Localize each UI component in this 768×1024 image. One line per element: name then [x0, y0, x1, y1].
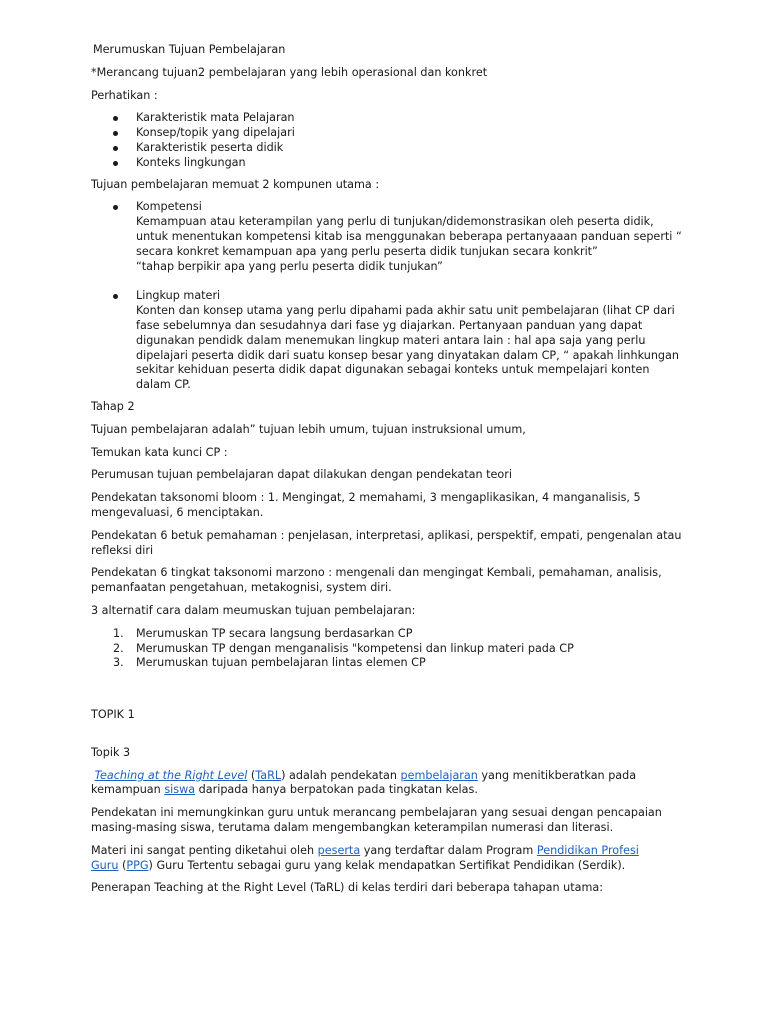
blank-space [91, 678, 691, 708]
component-line: “tahap berpikir apa yang perlu peserta didik tunjukan” [136, 259, 443, 273]
blank-line [136, 274, 691, 289]
pembelajaran-link[interactable]: pembelajaran [400, 768, 478, 782]
paragraph-line [91, 859, 691, 874]
paragraph-line: Pendekatan 6 betuk pemahaman : penjelasan, interpretasi, aplikasi, perspektif, empati, pengenalan atau [91, 528, 682, 542]
topik1-heading: TOPIK 1 [91, 708, 135, 722]
list-item [91, 627, 691, 642]
perhatikan-label: Perhatikan : [91, 88, 158, 102]
component-line: dalam CP. [136, 378, 191, 392]
component-line: Kemampuan atau keterampilan yang perlu di tunjukan/didemonstrasikan oleh peserta didik, [136, 215, 654, 229]
doc-title: Merumuskan Tujuan Pembelajaran [93, 43, 286, 56]
penerapan-text: Penerapan Teaching at the Right Level (TaRL) di kelas terdiri dari beberapa tahapan utama: [91, 881, 604, 895]
text-run: yang menitikberatkan pada [477, 768, 637, 782]
text-run: yang terdaftar dalam Program [360, 843, 537, 857]
paragraph-line [91, 783, 691, 798]
list-item [91, 656, 691, 671]
list-number: 3. [113, 656, 124, 670]
temukan-text: Temukan kata kunci CP : [91, 445, 228, 459]
approach-paragraph [91, 806, 691, 836]
component-line: sekitar kehiduan peserta didik dapat digunakan sebagai konteks untuk mempelajari konten [136, 363, 650, 377]
alternatif-list [91, 627, 691, 671]
component-line: digunakan pendidk dalam menemukan lingkup materi antara lain : hal apa saja yang perlu [136, 333, 646, 347]
perumusan-text: Perumusan tujuan pembelajaran dapat dilakukan dengan pendekatan teori [91, 468, 512, 482]
tp-definition: Tujuan pembelajaran adalah” tujuan lebih umum, tujuan instruksional umum, [91, 422, 526, 436]
component-heading: Kompetensi [136, 200, 202, 214]
text-run: daripada hanya berpatokan pada tingkatan kelas. [195, 783, 478, 797]
list-number: 1. [113, 626, 124, 640]
tahap2-heading: Tahap 2 [91, 399, 135, 413]
list-item: Konsep/topik yang dipelajari [91, 126, 691, 141]
component-lingkup-materi [91, 289, 691, 393]
materi-paragraph [91, 844, 691, 874]
ppg-full-link-cont[interactable]: Guru [91, 858, 119, 872]
list-text: Merumuskan TP dengan menganalisis "kompetensi dan linkup materi pada CP [136, 641, 574, 655]
paragraph-line [91, 769, 691, 784]
intro-text: *Merancang tujuan2 pembelajaran yang lebih operasional dan konkret [91, 65, 488, 79]
component-line: Konten dan konsep utama yang perlu dipahami pada akhir satu unit pembelajaran (lihat CP dari [136, 304, 675, 318]
components-intro: Tujuan pembelajaran memuat 2 kompunen utama : [91, 177, 380, 191]
blank-space [91, 731, 691, 746]
list-item: Karakteristik peserta didik [91, 141, 691, 156]
component-line: secara konkret kemampuan apa yang perlu peserta didik tunjukan secara konkrit” [136, 244, 598, 258]
bloom-paragraph [91, 491, 691, 521]
list-item [91, 642, 691, 657]
tarl-link[interactable]: TaRL [255, 768, 282, 782]
ppg-link[interactable]: PPG [126, 858, 149, 872]
text-run: ( [118, 858, 127, 872]
tarl-paragraph [91, 769, 691, 799]
text-run: ( [247, 768, 256, 782]
text-run: ) Guru Tertentu sebagai guru yang kelak mendapatkan Sertifikat Pendidikan (Serdik). [148, 858, 626, 872]
list-number: 2. [113, 641, 124, 655]
tarl-full-link[interactable]: Teaching at the Right Level [94, 768, 248, 782]
paragraph-line: masing-masing siswa, terutama dalam mengembangkan keterampilan numerasi dan literasi. [91, 821, 614, 835]
paragraph-line: Pendekatan taksonomi bloom : 1. Mengingat, 2 memahami, 3 mengaplikasikan, 4 manganalisis, 5 [91, 491, 641, 505]
marzono-paragraph [91, 566, 691, 596]
component-heading: Lingkup materi [136, 289, 221, 303]
paragraph-line [91, 844, 691, 859]
ppg-full-link[interactable]: Pendidikan Profesi [536, 843, 639, 857]
paragraph-line: Pendekatan ini memungkinkan guru untuk merancang pembelajaran yang sesuai dengan pencapaian [91, 806, 662, 820]
list-item: Karakteristik mata Pelajaran [91, 111, 691, 126]
components-list [91, 200, 691, 393]
text-run: ) adalah pendekatan [281, 768, 401, 782]
perhatikan-list [91, 111, 691, 170]
component-line: fase sebelumnya dan sesudahnya dari fase yg diajarkan. Pertanyaan panduan yang dapat [136, 318, 643, 332]
text-run: Materi ini sangat penting diketahui oleh [91, 843, 318, 857]
pemahaman-paragraph [91, 529, 691, 559]
list-text: Merumuskan tujuan pembelajaran lintas elemen CP [136, 656, 426, 670]
siswa-link[interactable]: siswa [164, 783, 196, 797]
list-item: Konteks lingkungan [91, 156, 691, 171]
paragraph-line: Pendekatan 6 tingkat taksonomi marzono : mengenali dan mengingat Kembali, pemahaman, analisis, [91, 566, 662, 580]
peserta-link[interactable]: peserta [317, 843, 361, 857]
paragraph-line: refleksi diri [91, 543, 154, 557]
alternatif-intro: 3 alternatif cara dalam meumuskan tujuan pembelajaran: [91, 603, 416, 617]
paragraph-line: mengevaluasi, 6 menciptakan. [91, 505, 264, 519]
component-line: dipelajari peserta didik dari suatu konsep besar yang dinyatakan dalam CP, “ apakah linhkungan [136, 348, 679, 362]
paragraph-line: pemanfaatan pengetahuan, metakognisi, system diri. [91, 581, 392, 595]
list-text: Merumuskan TP secara langsung berdasarkan CP [136, 626, 413, 640]
component-line: untuk menentukan kompetensi kitab isa menggunakan beberapa pertanyaaan panduan seperti “ [136, 229, 682, 243]
topik3-heading: Topik 3 [91, 745, 131, 759]
document-page [91, 43, 691, 904]
component-kompetensi [91, 200, 691, 289]
text-run: kemampuan [91, 783, 165, 797]
